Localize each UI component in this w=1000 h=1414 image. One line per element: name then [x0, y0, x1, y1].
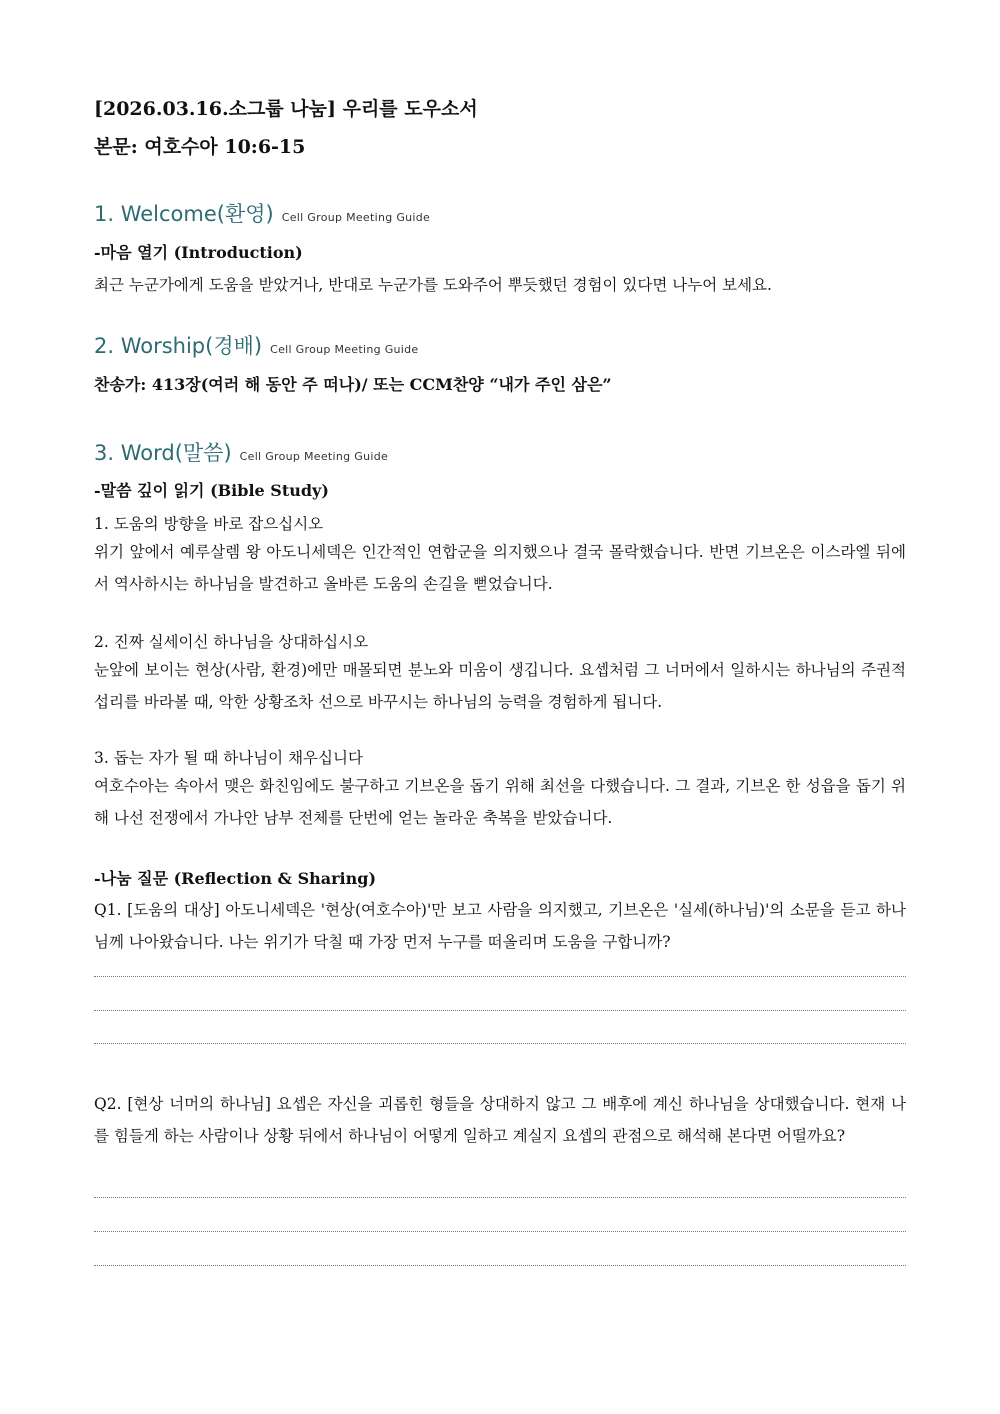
section-subheading: Cell Group Meeting Guide: [239, 450, 389, 463]
point-title: 1. 도움의 방향을 바로 잡으십시오: [94, 515, 324, 533]
introduction-text: 최근 누군가에게 도움을 받았거나, 반대로 누군가를 도와주어 뿌듯했던 경험이 있다면 나누어 보세요.: [94, 276, 772, 294]
answer-line[interactable]: [94, 976, 906, 977]
sharing-title: -나눔 질문 (Reflection & Sharing): [94, 869, 377, 888]
answer-line[interactable]: [94, 1265, 906, 1266]
point-text: 여호수아는 속아서 맺은 화친임에도 불구하고 기브온을 돕기 위해 최선을 다했습니다. 그 결과, 기브온 한 성읍을 돕기 위해 나선 전쟁에서 가나안 남부 전체를 단번에 얻는 놀라운 축복을 받았습니다.: [94, 777, 906, 827]
answer-line[interactable]: [94, 1231, 906, 1232]
section-subheading: Cell Group Meeting Guide: [281, 211, 431, 224]
question-text: Q1. [도움의 대상] 아도니세덱은 '현상(여호수아)'만 보고 사람을 의지했고, 기브온은 '실세(하나님)'의 소문을 듣고 하나님께 나아왔습니다. 나는 위기가 닥칠 때 가장 먼저 누구를 떠올리며 도움을 구합니까?: [94, 901, 906, 951]
section-heading-word: [94, 437, 388, 467]
point-text: 위기 앞에서 예루살렘 왕 아도니세덱은 인간적인 연합군을 의지했으나 결국 몰락했습니다. 반면 기브온은 이스라엘 뒤에서 역사하시는 하나님을 발견하고 올바른 도움의 손길을 뻗었습니다.: [94, 543, 906, 593]
answer-line[interactable]: [94, 1197, 906, 1198]
hymn-line: 찬송가: 413장(여러 해 동안 주 떠나)/ 또는 CCM찬양 “내가 주인 삼은”: [94, 375, 612, 394]
section-heading-text: 1. Welcome(환영): [94, 202, 274, 226]
point-title: 3. 돕는 자가 될 때 하나님이 채우십니다: [94, 749, 363, 767]
section-heading-text: 3. Word(말씀): [94, 441, 232, 465]
section-subheading: Cell Group Meeting Guide: [270, 343, 419, 356]
answer-line[interactable]: [94, 1043, 906, 1044]
section-heading-text: 2. Worship(경배): [94, 334, 263, 358]
point-title: 2. 진짜 실세이신 하나님을 상대하십시오: [94, 633, 369, 651]
question-text: Q2. [현상 너머의 하나님] 요셉은 자신을 괴롭힌 형들을 상대하지 않고 그 배후에 계신 하나님을 상대했습니다. 현재 나를 힘들게 하는 사람이나 상황 뒤에서 하나님이 어떻게 일하고 계실지 요셉의 관점으로 해석해 본다면 어떨까요?: [94, 1095, 906, 1145]
section-heading-worship: [94, 330, 419, 360]
scripture-reference: 본문: 여호수아 10:6-15: [94, 136, 306, 158]
section-heading-welcome: [94, 198, 430, 228]
introduction-title: -마음 열기 (Introduction): [94, 243, 303, 262]
answer-line[interactable]: [94, 1010, 906, 1011]
bible-study-title: -말씀 깊이 읽기 (Bible Study): [94, 481, 329, 500]
document-title: [2026.03.16.소그룹 나눔] 우리를 도우소서: [94, 98, 478, 120]
point-text: 눈앞에 보이는 현상(사람, 환경)에만 매몰되면 분노와 미움이 생깁니다. 요셉처럼 그 너머에서 일하시는 하나님의 주권적 섭리를 바라볼 때, 악한 상황조차 선으로 바꾸시는 하나님의 능력을 경험하게 됩니다.: [94, 661, 906, 711]
